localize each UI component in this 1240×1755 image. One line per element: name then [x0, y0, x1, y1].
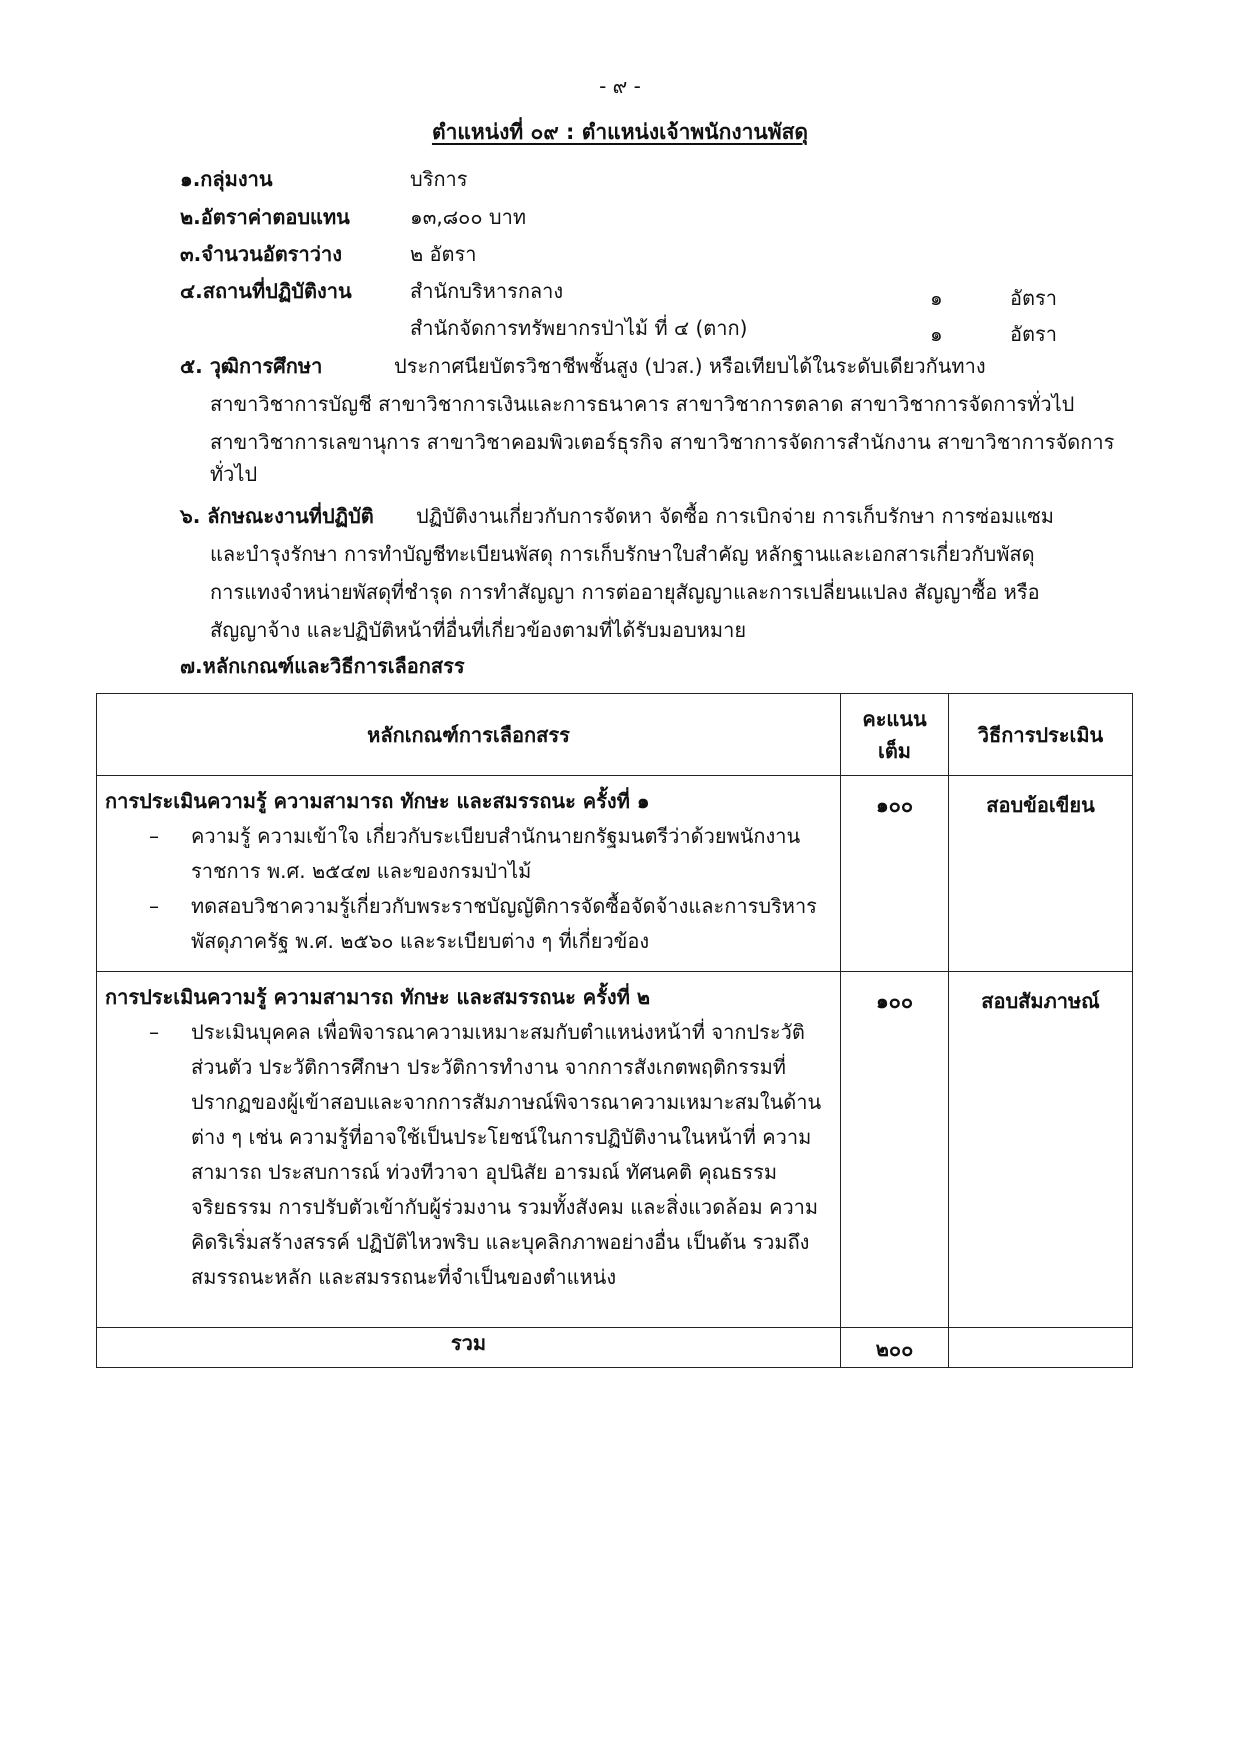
list-item [105, 889, 832, 959]
pay-value: ๑๓,๘๐๐ บาท [410, 205, 527, 229]
dash-bullet: – [149, 1020, 159, 1044]
header-criteria: หลักเกณฑ์การเลือกสรร [97, 694, 841, 776]
method-cell: สอบสัมภาษณ์ [949, 972, 1133, 1328]
item-text: ความรู้ ความเข้าใจ เกี่ยวกับระเบียบสำนักนายกรัฐมนตรีว่าด้วยพนักงานราชการ พ.ศ. ๒๕๔๗ และของกรมป่าไม้ [191, 824, 801, 883]
location-count: ๑ [930, 286, 943, 310]
vacancy-value: ๒ อัตรา [410, 242, 477, 266]
dash-bullet: – [149, 894, 159, 918]
location-unit: อัตรา [1010, 322, 1057, 346]
duties-line: สัญญาจ้าง และปฏิบัติหน้าที่อื่นที่เกี่ยวข้องตามที่ได้รับมอบหมาย [210, 618, 747, 642]
score-cell: ๑๐๐ [841, 972, 949, 1328]
location-label: ๔.สถานที่ปฏิบัติงาน [180, 279, 352, 303]
table-row [97, 972, 1133, 1328]
education-line: สาขาวิชาการบัญชี สาขาวิชาการเงินและการธนาคาร สาขาวิชาการตลาด สาขาวิชาการจัดการทั่วไป [210, 392, 1075, 416]
item-text: ทดสอบวิชาความรู้เกี่ยวกับพระราชบัญญัติการจัดซื้อจัดจ้างและการบริหารพัสดุภาครัฐ พ.ศ. ๒๕๖๐ และระเบียบต่าง ๆ ที่เกี่ยวข้อง [191, 894, 817, 953]
page-number: - ๙ - [599, 74, 641, 98]
row-title: การประเมินความรู้ ความสามารถ ทักษะ และสมรรถนะ ครั้งที่ ๑ [105, 789, 650, 813]
criteria-cell [97, 972, 841, 1328]
group-label: ๑.กลุ่มงาน [180, 167, 273, 191]
row-title: การประเมินความรู้ ความสามารถ ทักษะ และสมรรถนะ ครั้งที่ ๒ [105, 985, 651, 1009]
item-text: ประเมินบุคคล เพื่อพิจารณาความเหมาะสมกับตำแหน่งหน้าที่ จากประวัติส่วนตัว ประวัติการศึกษา ประวัติการทำงาน จากการสังเกตพฤติกรรมที่ปรากฏของผู้เข้าสอบและจากการสัมภาษณ์พิจารณาความเหมาะสมในด้านต่าง ๆ เช่น ความรู้ที่อาจใช้เป็นประโยชน์ในการปฏิบัติงานในหน้าที่ ความสามารถ ประสบการณ์ ท่วงทีวาจา อุปนิสัย อารมณ์ ทัศนคติ คุณธรรม จริยธรรม การปรับตัวเข้ากับผู้ร่วมงาน รวมทั้งสังคม และสิ่งแวดล้อม ความคิดริเริ่มสร้างสรรค์ ปฏิบัติไหวพริบ และบุคลิกภาพอย่างอื่น เป็นต้น รวมถึงสมรรถนะหลัก และสมรรถนะที่จำเป็นของตำแหน่ง [191, 1020, 822, 1289]
list-item [105, 819, 832, 889]
criteria-cell [97, 776, 841, 972]
score-cell: ๑๐๐ [841, 776, 949, 972]
total-method-empty [949, 1328, 1133, 1368]
header-score [841, 694, 949, 776]
header-method: วิธีการประเมิน [949, 694, 1133, 776]
location-unit: อัตรา [1010, 286, 1057, 310]
method-cell: สอบข้อเขียน [949, 776, 1133, 972]
group-value: บริการ [410, 167, 468, 191]
table-header-row [97, 694, 1133, 776]
vacancy-label: ๓.จำนวนอัตราว่าง [180, 242, 342, 266]
total-score: ๒๐๐ [841, 1328, 949, 1368]
location-name: สำนักจัดการทรัพยากรป่าไม้ ที่ ๔ (ตาก) [410, 316, 748, 340]
header-score-line2: เต็ม [877, 738, 911, 763]
table-total-row [97, 1328, 1133, 1368]
position-title: ตำแหน่งที่ ๐๙ : ตำแหน่งเจ้าพนักงานพัสดุ [431, 120, 809, 144]
header-score-line1: คะแนน [862, 706, 927, 731]
duties-line: ปฏิบัติงานเกี่ยวกับการจัดหา จัดซื้อ การเบิกจ่าย การเก็บรักษา การซ่อมแซม [416, 504, 1054, 528]
location-name: สำนักบริหารกลาง [410, 279, 564, 303]
list-item [105, 1015, 832, 1295]
duties-line: และบำรุงรักษา การทำบัญชีทะเบียนพัสดุ การเก็บรักษาใบสำคัญ หลักฐานและเอกสารเกี่ยวกับพัสดุ [210, 542, 1035, 566]
criteria-table [96, 693, 1133, 1368]
dash-bullet: – [149, 824, 159, 848]
selection-heading: ๗.หลักเกณฑ์และวิธีการเลือกสรร [180, 654, 465, 678]
education-label: ๕. วุฒิการศึกษา [180, 354, 323, 378]
education-line: สาขาวิชาการเลขานุการ สาขาวิชาคอมพิวเตอร์ธุรกิจ สาขาวิชาการจัดการสำนักงาน สาขาวิชาการจัดการ [210, 430, 1115, 454]
pay-label: ๒.อัตราค่าตอบแทน [180, 205, 350, 229]
education-line: ทั่วไป [210, 462, 258, 486]
table-row [97, 776, 1133, 972]
duties-label: ๖. ลักษณะงานที่ปฏิบัติ [180, 504, 374, 528]
total-label: รวม [97, 1328, 841, 1368]
location-count: ๑ [930, 322, 943, 346]
duties-line: การแทงจำหน่ายพัสดุที่ชำรุด การทำสัญญา การต่ออายุสัญญาและการเปลี่ยนแปลง สัญญาซื้อ หรือ [210, 580, 1040, 604]
education-line: ประกาศนียบัตรวิชาชีพชั้นสูง (ปวส.) หรือเทียบได้ในระดับเดียวกันทาง [394, 354, 986, 378]
